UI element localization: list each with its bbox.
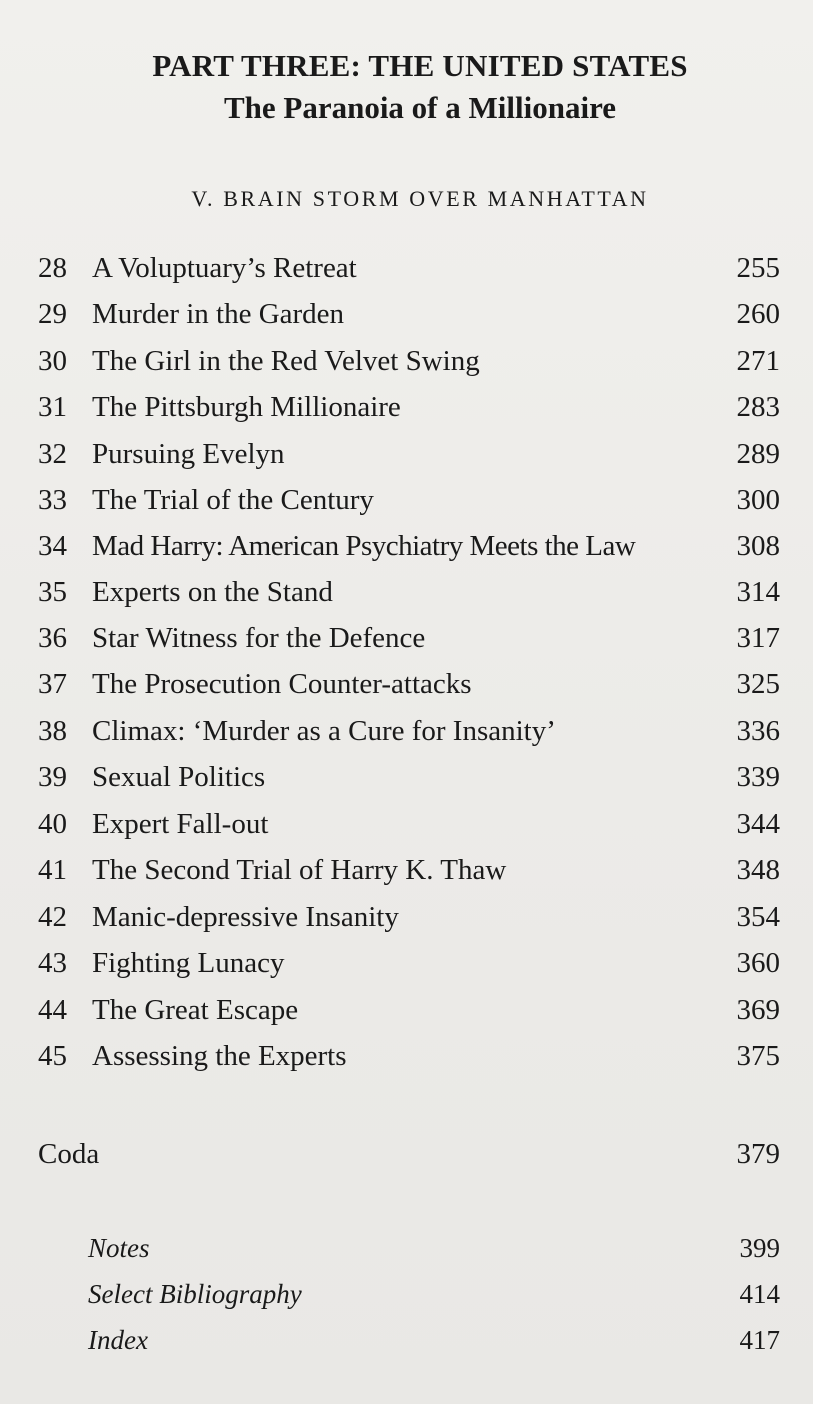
chapter-page-number: 260 <box>736 298 780 330</box>
chapter-title: The Great Escape <box>92 994 299 1026</box>
back-matter-page-number: 414 <box>739 1279 780 1309</box>
chapter-number: 38 <box>38 715 67 747</box>
chapter-number: 41 <box>38 854 67 886</box>
toc-chapter-row <box>38 434 780 474</box>
back-matter-label: Notes <box>88 1233 150 1263</box>
chapter-page-number: 339 <box>736 761 780 793</box>
coda-label: Coda <box>38 1138 100 1170</box>
section-heading: V. BRAIN STORM OVER MANHATTAN <box>191 186 649 211</box>
chapter-number: 29 <box>38 298 67 330</box>
toc-chapter-row <box>38 990 780 1030</box>
part-title: PART THREE: THE UNITED STATES <box>152 48 688 83</box>
toc-chapter-row <box>38 294 780 334</box>
chapter-title: Manic-depressive Insanity <box>92 901 399 933</box>
chapter-number: 40 <box>38 808 67 840</box>
back-matter-row <box>88 1274 780 1314</box>
chapter-number: 31 <box>38 391 67 423</box>
chapter-title: A Voluptuary’s Retreat <box>92 252 357 284</box>
chapter-page-number: 255 <box>736 252 780 284</box>
chapter-number: 39 <box>38 761 67 793</box>
chapter-title: The Girl in the Red Velvet Swing <box>92 345 480 377</box>
back-matter-page-number: 399 <box>739 1233 780 1263</box>
back-matter-row <box>88 1228 780 1268</box>
chapter-page-number: 283 <box>736 391 780 423</box>
coda-page-number: 379 <box>736 1138 780 1170</box>
coda-entry <box>38 1134 780 1174</box>
chapter-title: Mad Harry: American Psychiatry Meets the Law <box>92 530 636 562</box>
chapter-title: The Pittsburgh Millionaire <box>92 391 401 423</box>
chapter-title: Assessing the Experts <box>92 1040 347 1072</box>
chapter-title: Sexual Politics <box>92 761 266 793</box>
chapter-title: Climax: ‘Murder as a Cure for Insanity’ <box>92 715 556 747</box>
chapter-number: 44 <box>38 994 67 1026</box>
chapter-number: 34 <box>38 530 67 562</box>
chapter-page-number: 314 <box>736 576 780 608</box>
chapter-title: Pursuing Evelyn <box>92 438 285 470</box>
chapter-page-number: 344 <box>736 808 780 840</box>
chapter-page-number: 369 <box>736 994 780 1026</box>
back-matter-label: Select Bibliography <box>88 1279 302 1309</box>
chapter-page-number: 336 <box>736 715 780 747</box>
chapter-title: Murder in the Garden <box>92 298 345 330</box>
chapter-title: The Trial of the Century <box>92 484 374 516</box>
chapter-title: Fighting Lunacy <box>92 947 285 979</box>
chapter-title: Star Witness for the Defence <box>92 622 426 654</box>
chapter-page-number: 317 <box>736 622 780 654</box>
toc-chapter-row <box>38 480 780 520</box>
toc-chapter-row <box>38 711 780 751</box>
toc-chapter-row <box>38 757 780 797</box>
chapter-number: 36 <box>38 622 67 654</box>
chapter-page-number: 360 <box>736 947 780 979</box>
toc-chapter-row <box>38 850 780 890</box>
toc-chapter-row <box>38 387 780 427</box>
chapter-page-number: 375 <box>736 1040 780 1072</box>
chapter-title: Expert Fall-out <box>92 808 269 840</box>
toc-chapter-row <box>38 943 780 983</box>
chapter-page-number: 354 <box>736 901 780 933</box>
chapter-number: 28 <box>38 252 67 284</box>
chapter-page-number: 271 <box>736 345 780 377</box>
back-matter-page-number: 417 <box>739 1325 780 1355</box>
toc-chapter-row <box>38 618 780 658</box>
toc-chapter-row <box>38 897 780 937</box>
chapter-number: 35 <box>38 576 67 608</box>
back-matter-label: Index <box>88 1325 148 1355</box>
toc-chapter-row <box>38 341 780 381</box>
chapter-number: 42 <box>38 901 67 933</box>
chapter-page-number: 300 <box>736 484 780 516</box>
chapter-number: 32 <box>38 438 67 470</box>
chapter-number: 33 <box>38 484 67 516</box>
toc-chapter-row <box>38 572 780 612</box>
part-subtitle: The Paranoia of a Millionaire <box>223 90 617 125</box>
toc-chapter-row <box>38 526 780 566</box>
toc-chapter-row <box>38 1036 780 1076</box>
chapter-number: 30 <box>38 345 67 377</box>
toc-chapter-row <box>38 248 780 288</box>
chapter-page-number: 348 <box>736 854 780 886</box>
chapter-number: 43 <box>38 947 67 979</box>
chapter-number: 37 <box>38 668 67 700</box>
chapter-title: The Second Trial of Harry K. Thaw <box>92 854 507 886</box>
toc-chapter-row <box>38 664 780 704</box>
chapter-title: The Prosecution Counter-attacks <box>92 668 472 700</box>
chapter-number: 45 <box>38 1040 67 1072</box>
back-matter-row <box>88 1320 780 1360</box>
toc-chapter-row <box>38 804 780 844</box>
chapter-page-number: 325 <box>736 668 780 700</box>
chapter-page-number: 308 <box>736 530 780 562</box>
chapter-page-number: 289 <box>736 438 780 470</box>
chapter-title: Experts on the Stand <box>92 576 333 608</box>
